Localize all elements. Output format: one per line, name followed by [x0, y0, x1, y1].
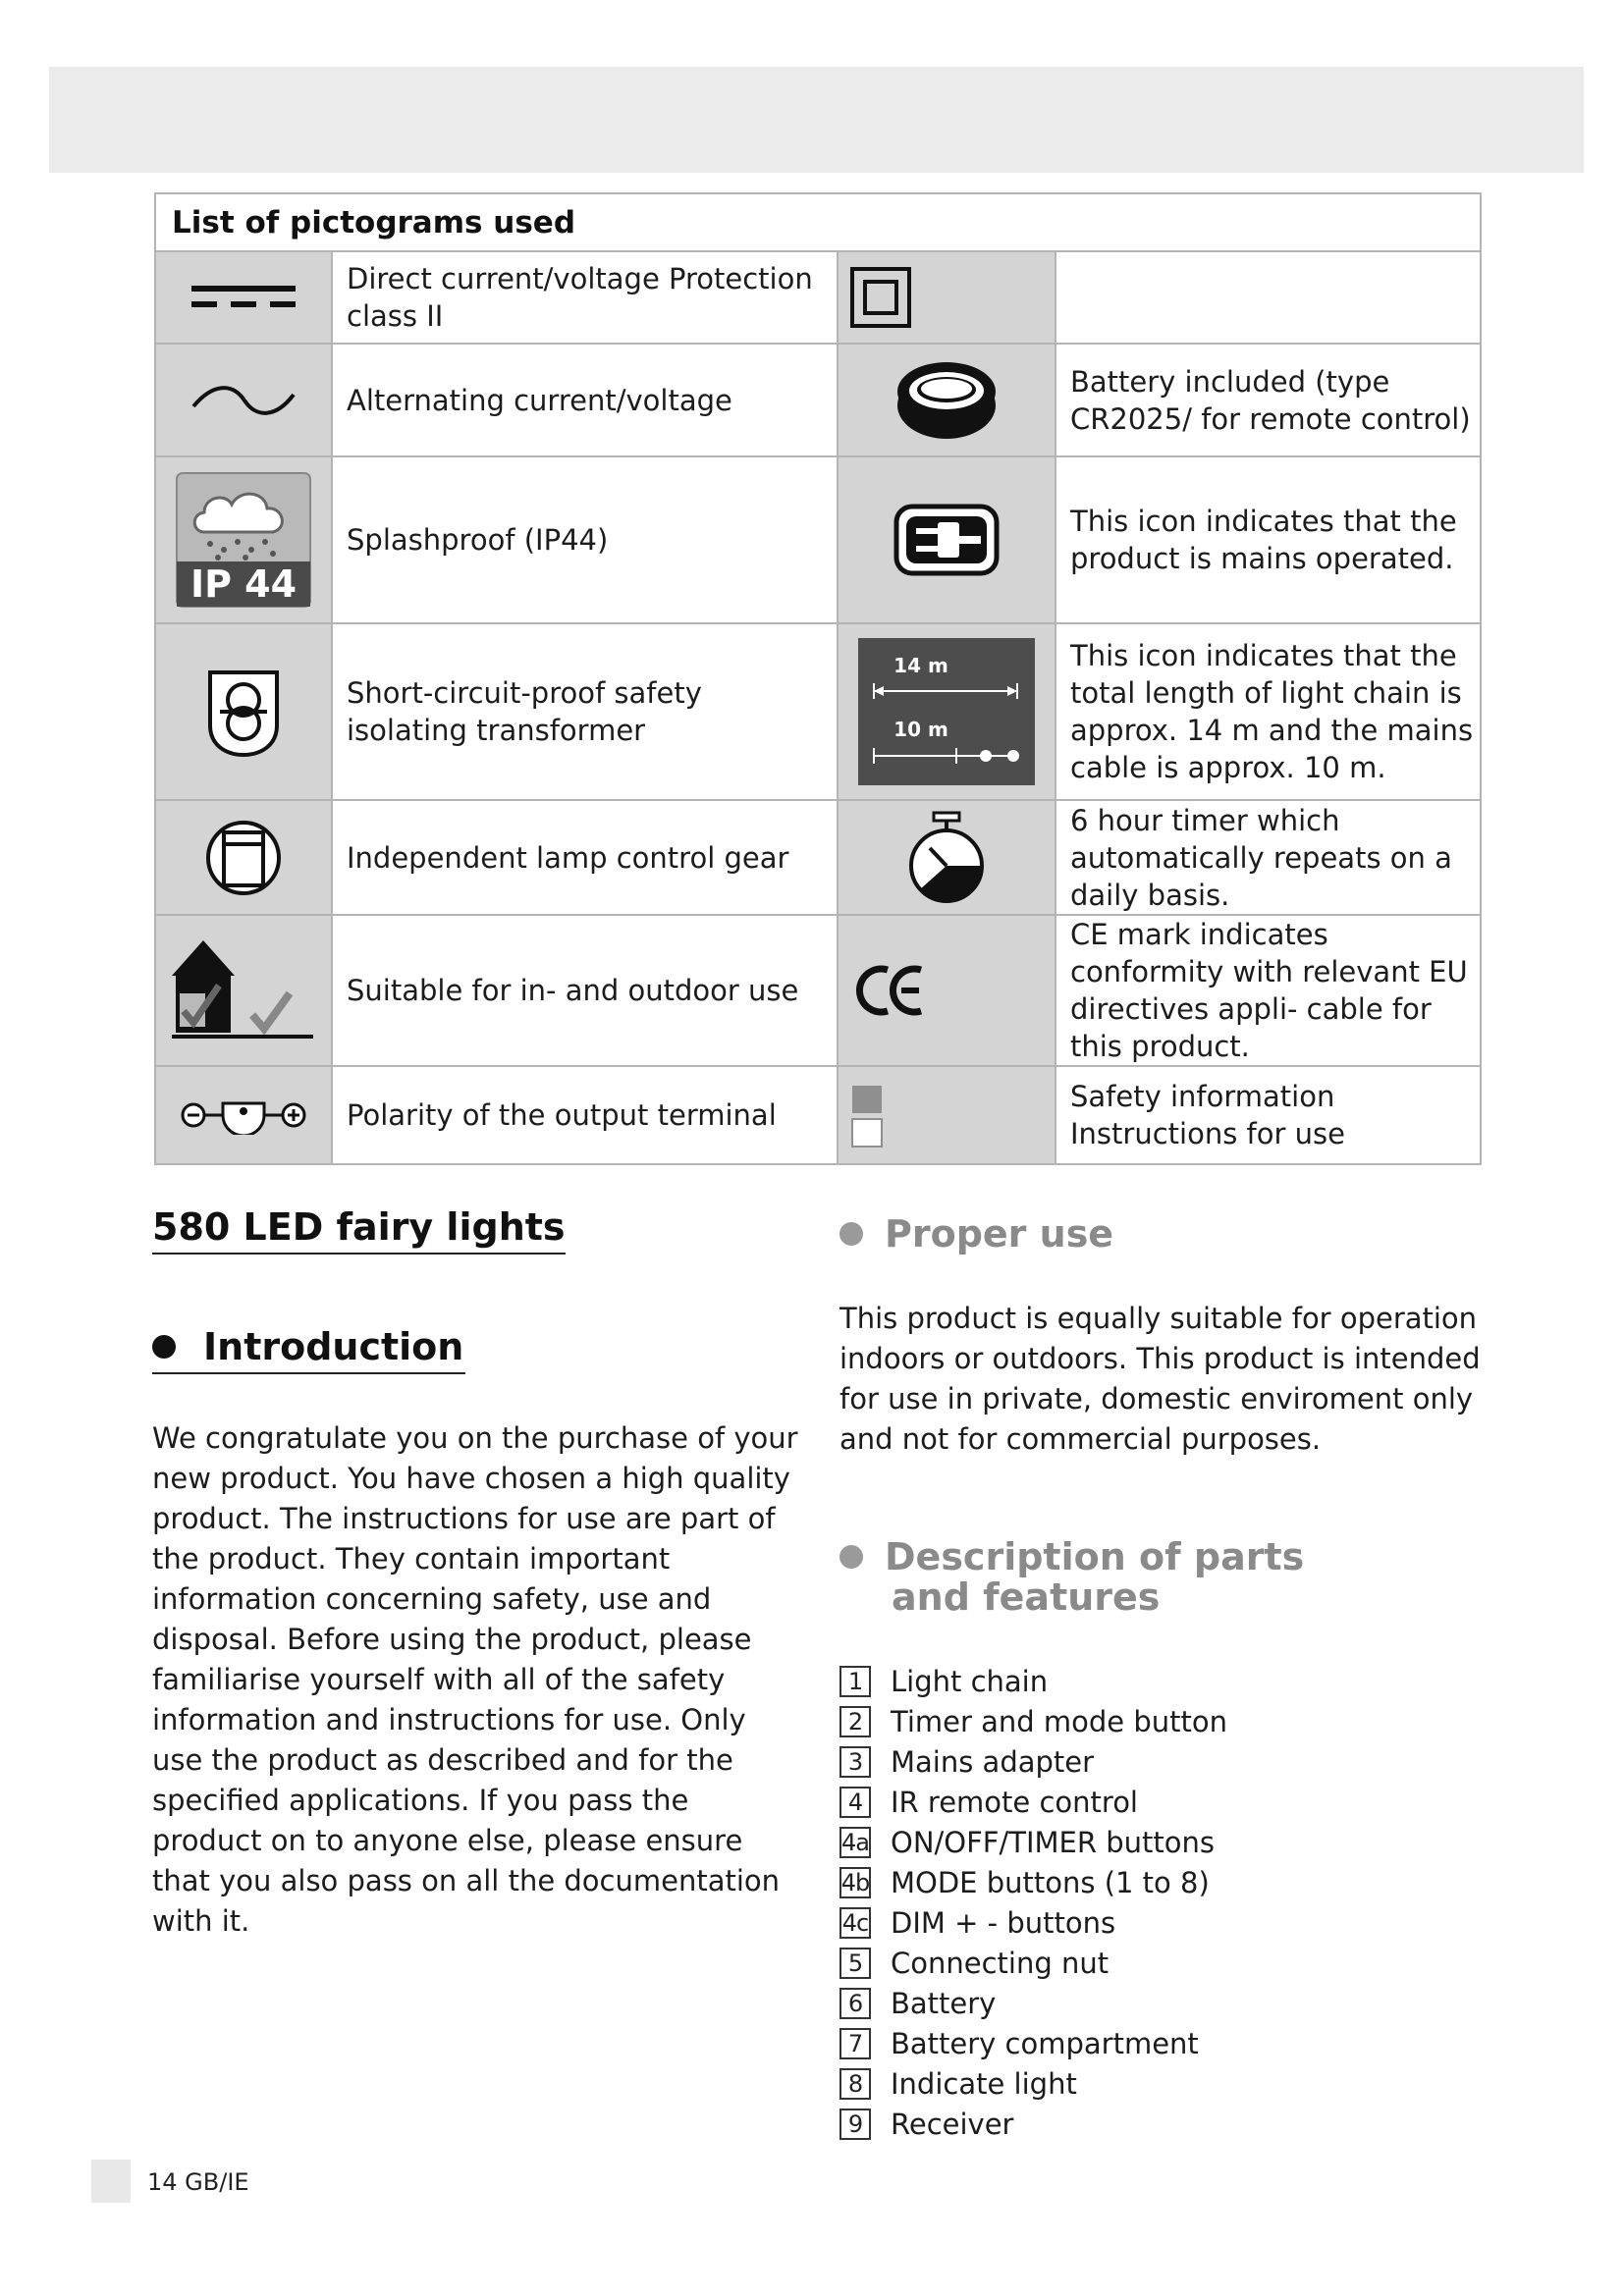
chain-length-icon	[838, 623, 1056, 800]
part-label: Battery compartment	[891, 2026, 1199, 2060]
product-title: 580 LED fairy lights	[152, 1205, 566, 1255]
part-label: Indicate light	[891, 2066, 1077, 2101]
list-item	[839, 2104, 1227, 2144]
bullet-icon	[839, 1222, 863, 1246]
part-number: 2	[839, 1706, 871, 1737]
alternating-current-label: Alternating current/voltage	[332, 344, 838, 456]
ce-mark-label: CE mark indicates conformity with relevant EU directives appli- cable for this product.	[1056, 915, 1481, 1066]
part-label: DIM + - buttons	[891, 1905, 1116, 1940]
isolating-transformer-icon	[155, 623, 332, 800]
list-item	[839, 2023, 1227, 2063]
part-number: 4a	[839, 1827, 871, 1858]
proper-use-heading-text: Proper use	[885, 1212, 1114, 1255]
part-label: Receiver	[891, 2107, 1014, 2141]
protection-class-label	[1056, 251, 1481, 344]
part-number: 4	[839, 1787, 871, 1818]
chain-total-length: 14 m	[893, 654, 948, 677]
part-label: IR remote control	[891, 1785, 1138, 1819]
safety-info-icon	[838, 1066, 1056, 1164]
parts-list	[839, 1661, 1227, 2144]
part-label: ON/OFF/TIMER buttons	[891, 1825, 1215, 1859]
timer-icon	[838, 800, 1056, 915]
list-item	[839, 1943, 1227, 1983]
part-number: 4c	[839, 1907, 871, 1939]
part-number: 8	[839, 2068, 871, 2100]
ip-badge-text: IP 44	[189, 562, 298, 606]
part-label: Light chain	[891, 1664, 1049, 1698]
list-item	[839, 1983, 1227, 2023]
mains-operated-label: This icon indicates that the product is mains operated.	[1056, 456, 1481, 623]
chain-length-label: This icon indicates that the total length of light chain is approx. 14 m and the mains cable is approx. 10 m.	[1056, 623, 1481, 800]
list-item	[839, 1701, 1227, 1741]
part-label: MODE buttons (1 to 8)	[891, 1865, 1210, 1899]
list-item	[839, 1822, 1227, 1862]
indoor-outdoor-icon	[155, 915, 332, 1066]
list-item	[839, 2063, 1227, 2104]
list-item	[839, 1782, 1227, 1822]
part-number: 9	[839, 2109, 871, 2140]
pictogram-table	[154, 192, 1482, 1165]
mains-plug-icon	[838, 456, 1056, 623]
battery-label: Battery included (type CR2025/ for remote control)	[1056, 344, 1481, 456]
lamp-control-gear-icon	[155, 800, 332, 915]
direct-current-icon	[155, 251, 332, 344]
list-item	[839, 1902, 1227, 1943]
part-number: 3	[839, 1746, 871, 1778]
polarity-label: Polarity of the output terminal	[332, 1066, 838, 1164]
description-heading	[839, 1537, 1304, 1618]
list-item	[839, 1741, 1227, 1782]
list-item	[839, 1862, 1227, 1902]
part-label: Mains adapter	[891, 1744, 1095, 1779]
header-band	[49, 67, 1584, 173]
pictogram-table-title: List of pictograms used	[155, 193, 1481, 251]
part-label: Connecting nut	[891, 1946, 1110, 1980]
isolating-transformer-label: Short-circuit-proof safety isolating transformer	[332, 623, 838, 800]
safety-info-label: Safety information Instructions for use	[1056, 1066, 1481, 1164]
part-label: Timer and mode button	[891, 1704, 1228, 1738]
timer-label: 6 hour timer which automatically repeats on a daily basis.	[1056, 800, 1481, 915]
page-number: 14 GB/IE	[147, 2168, 249, 2196]
introduction-heading	[152, 1325, 465, 1374]
part-number: 1	[839, 1666, 871, 1697]
chain-cable-length: 10 m	[893, 718, 948, 741]
proper-use-text: This product is equally suitable for operation indoors or outdoors. This product is intended for use in private, domestic enviroment only and not for commercial purposes.	[839, 1302, 1481, 1456]
alternating-current-icon	[155, 344, 332, 456]
introduction-heading-text: Introduction	[203, 1325, 464, 1368]
ce-mark-icon	[838, 915, 1056, 1066]
introduction-text: We congratulate you on the purchase of your new product. You have chosen a high quality product. The instructions for use are part of the product. They contain important information concerning safety, use and disposal. Before using the product, please familiarise yourself with all of the safety information and instructions for use. Only use the product as described and for the specified applications. If you pass the product on to anyone else, please ensure that you also pass on all the documentation with it.	[152, 1421, 798, 1938]
footer-marker	[91, 2160, 131, 2203]
splashproof-ip44-icon	[155, 456, 332, 623]
part-label: Battery	[891, 1986, 997, 2020]
bullet-icon	[152, 1335, 176, 1359]
description-heading-line2: and features	[892, 1575, 1161, 1619]
part-number: 4b	[840, 1868, 870, 1896]
splashproof-label: Splashproof (IP44)	[332, 456, 838, 623]
direct-current-label: Direct current/voltage Protection class II	[332, 251, 838, 344]
part-number: 5	[839, 1948, 871, 1979]
protection-class-ii-icon	[838, 251, 1056, 344]
bullet-icon	[839, 1545, 863, 1569]
description-heading-line1: Description of parts	[885, 1535, 1305, 1578]
part-number: 7	[839, 2028, 871, 2059]
list-item	[839, 1661, 1227, 1701]
part-number: 6	[839, 1988, 871, 2019]
battery-icon	[838, 344, 1056, 456]
lamp-control-gear-label: Independent lamp control gear	[332, 800, 838, 915]
proper-use-heading	[839, 1214, 1113, 1255]
indoor-outdoor-label: Suitable for in- and outdoor use	[332, 915, 838, 1066]
polarity-icon	[155, 1066, 332, 1164]
